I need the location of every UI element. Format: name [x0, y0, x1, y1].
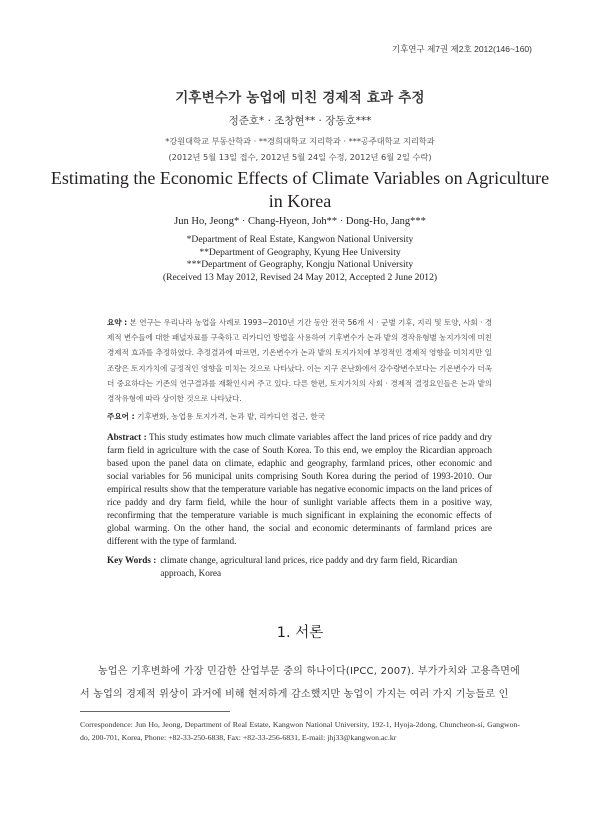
english-affiliations [0, 234, 600, 284]
korean-abstract-label: 요약 : [107, 318, 128, 327]
korean-title: 기후변수가 농업에 미친 경제적 효과 추정 [175, 90, 425, 106]
korean-keywords-label: 주요어 : [107, 412, 135, 421]
english-keywords-label: Key Words : [107, 555, 157, 565]
english-abstract-label: Abstract : [107, 432, 147, 442]
footnote-divider [80, 711, 230, 712]
running-header: 기후연구 제7권 제2호 2012(146~160) [391, 44, 532, 54]
korean-keywords-text: 기후변화, 농업용 토지가격, 논과 밭, 리카디언 접근, 한국 [137, 412, 326, 421]
korean-authors: 정준호* · 조창현** · 장동호*** [228, 115, 372, 127]
affiliation-line: *Department of Real Estate, Kangwon National University [186, 234, 414, 245]
section-heading: 1. 서론 [276, 625, 324, 641]
korean-affiliations: *강원대학교 부동산학과 · **경희대학교 지리학과 · ***공주대학교 지리학과 [165, 136, 435, 146]
affiliation-line: ***Department of Geography, Kongju National University [186, 259, 414, 270]
korean-abstract [107, 315, 492, 406]
korean-abstract-text: 본 연구는 우리나라 농업을 사례로 1993~2010년 기간 동안 전국 56개 시 · 군별 기후, 지리 및 토양, 사회 · 경제적 변수들에 대한 패널자료를 구축하고 리카디언 방법을 사용하여 기후변수가 논과 밭의 경작유형별 농지가치에 미친 경제적 효과를 추정하였다. 추정결과에 따르면, 기온변수가 논과 밭의 토지가치에 부정적인 경제적 영향을 미치지만 일조량은 토지가치에 긍정적인 영향을 미치는 것으로 나타났다. 이는 지구 온난화에서 강수량변수보다는 기온변수가 더욱더 중요하다는 기존의 연구결과를 재확인시켜 주고 있다. 다른 한편, 토지가치의 사회 · 경제적 결정요인들은 논과 밭의 경작유형에 따라 상이한 것으로 나타났다. [107, 318, 493, 404]
english-authors: Jun Ho, Jeong* · Chang-Hyeon, Joh** · Dong-Ho, Jang*** [174, 216, 426, 227]
korean-dates: (2012년 5월 13일 접수, 2012년 5월 24일 수정, 2012년 6월 2일 수락) [168, 152, 432, 162]
english-keywords-text: climate change, agricultural land prices, rice paddy and dry farm field, Ricardian approach, Korea [160, 555, 458, 578]
body-paragraph: 농업은 기후변화에 가장 민감한 산업부문 중의 하나이다(IPCC, 2007). 부가가치와 고용측면에서 농업의 경제적 위상이 과거에 비해 현저하게 감소했지만 농업이 가지는 여러 가지 기능들로 인 [80, 666, 520, 700]
english-abstract-text: This study estimates how much climate variables affect the land prices of rice paddy and dry farm field in agriculture with the case of South Korea. To this end, we employ the Ricardian approach based upon the panel data on climate, edaphic and geography, farmland prices, other economic and social variables for 56 municipal units comprising South Korea during the period of 1993-2010. Our empirical results show that the temperature variable has negative economic impacts on the land prices of rice paddy and dry farm field, while the hour of sunlight variable affects them in a positive way, reconfirming that the temperature variable is much significant in explaining the economic effects of global warming. On the other hand, the social and economic determinants of farmland prices are different with the type of farmland. [107, 432, 493, 546]
english-title: Estimating the Economic Effects of Climate Variables on Agriculture in Korea [50, 168, 550, 211]
correspondence-footnote: Correspondence: Jun Ho, Jeong, Department of Real Estate, Kangwon National University, 192-1, Hyoja-2dong, Chuncheon-si, Gangwon-do, 200-701, Korea, Phone: +82-33-250-6838, Fax: +82-33-256-6831, E-mail: jhj33@kangwon.ac.kr [80, 720, 520, 742]
affiliation-line: **Department of Geography, Kyung Hee University [199, 246, 401, 258]
korean-keywords [107, 411, 492, 422]
english-dates: (Received 13 May 2012, Revised 24 May 2012, Accepted 2 June 2012) [162, 271, 438, 283]
english-abstract [107, 431, 492, 548]
english-keywords [107, 554, 492, 580]
